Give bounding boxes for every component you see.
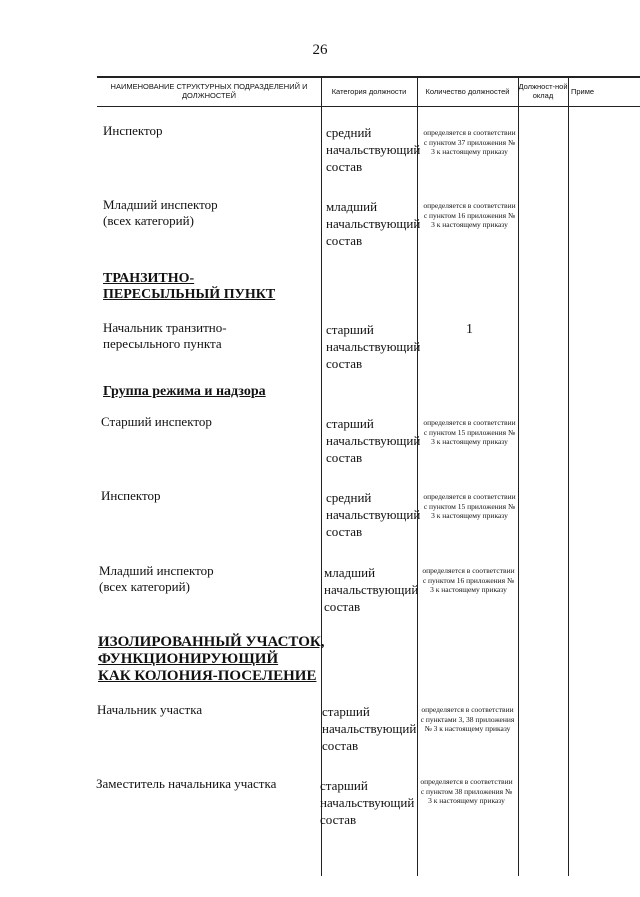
position-name: Старший инспектор	[101, 414, 212, 429]
position-quantity: определяется в соответствии с пунктом 15 приложения № 3 к настоящему приказу	[423, 492, 516, 520]
section-heading: ИЗОЛИРОВАННЫЙ УЧАСТОК, ФУНКЦИОНИРУЮЩИЙ КАК КОЛОНИЯ-ПОСЕЛЕНИЕ	[98, 634, 325, 684]
position-quantity: определяется в соответствии с пунктом 15 приложения № 3 к настоящему приказу	[423, 418, 516, 446]
column-divider	[568, 76, 569, 876]
header-bottom-border	[97, 106, 640, 107]
column-divider	[321, 76, 322, 876]
column-divider	[417, 76, 418, 876]
position-name: Младший инспектор (всех категорий)	[103, 197, 218, 228]
position-quantity: 1	[466, 322, 473, 337]
position-category: старший начальствующий состав	[322, 704, 417, 753]
position-category: старший начальствующий состав	[326, 416, 421, 465]
position-category: младший начальствующий состав	[324, 565, 419, 614]
position-category: средний начальствующий состав	[326, 125, 421, 174]
position-quantity: определяется в соответствии с пунктом 16 приложения № 3 к настоящему приказу	[423, 201, 516, 229]
position-category: старший начальствующий состав	[320, 778, 415, 827]
position-category: старший начальствующий состав	[326, 322, 421, 371]
staff-table	[97, 76, 640, 876]
column-divider	[518, 76, 519, 876]
position-name: Младший инспектор (всех категорий)	[99, 563, 214, 594]
position-category: младший начальствующий состав	[326, 199, 421, 248]
position-quantity: определяется в соответствии с пунктом 16 приложения № 3 к настоящему приказу	[422, 566, 515, 594]
position-quantity: определяется в соответствии с пунктом 38 приложения № 3 к настоящему приказу	[420, 777, 513, 805]
position-name: Инспектор	[101, 488, 161, 503]
header-salary: Должност-ной оклад	[518, 82, 568, 100]
position-name: Инспектор	[103, 123, 163, 138]
section-heading: ТРАНЗИТНО- ПЕРЕСЫЛЬНЫЙ ПУНКТ	[103, 271, 276, 302]
position-quantity: определяется в соответствии с пунктами 3, 38 приложения № 3 к настоящему приказу	[420, 705, 515, 733]
header-structural-units: НАИМЕНОВАНИЕ СТРУКТУРНЫХ ПОДРАЗДЕЛЕНИЙ И ДОЛЖНОСТЕЙ	[110, 82, 308, 100]
header-category: Категория должности	[331, 86, 407, 96]
section-heading: Группа режима и надзора	[103, 384, 266, 399]
position-name: Заместитель начальника участка	[96, 776, 277, 791]
position-name: Начальник участка	[97, 702, 203, 717]
position-name: Начальник транзитно- пересыльного пункта	[103, 320, 227, 351]
header-quantity: Количество должностей	[425, 86, 510, 96]
page-number: 26	[312, 42, 328, 58]
header-note: Приме	[571, 86, 595, 96]
position-quantity: определяется в соответствии с пунктом 37 приложения № 3 к настоящему приказу	[423, 128, 516, 156]
position-category: средний начальствующий состав	[326, 490, 421, 539]
